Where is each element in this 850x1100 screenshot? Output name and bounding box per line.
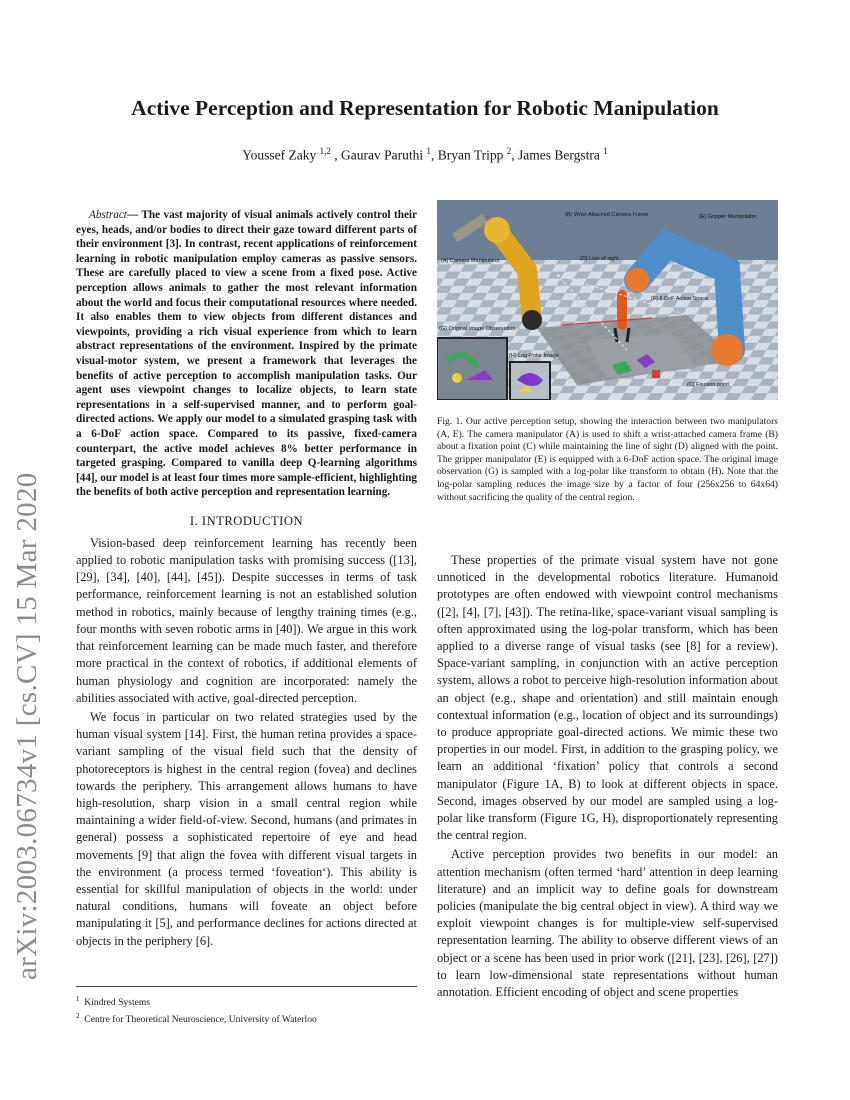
figure-label-e: (E) Gripper Manipulator: [699, 214, 757, 220]
footnotes: [76, 986, 417, 1027]
body-paragraph: We focus in particular on two related strategies used by the human visual system [14]. First, the human retina provides a space-variant sampling of the visual field such that the density of photoreceptors is highest in the central region (fovea) and declines towards the periphery. This arrangement allows humans to have high-resolution, sharp vision in a small central region while maintaining a wider field-of-view. Second, humans (and primates in general) possess a sophisticated repertoire of eye and head movements [9] that align the fovea with different visual targets in the environment (a process termed ‘foveation‘). This ability is essential for skillful manipulation of objects in the world: under natural conditions, humans will foveate an object before manipulating it [5], and performance declines for actions directed at objects in the periphery [6].: [76, 709, 417, 948]
left-column: [76, 208, 417, 952]
author-affiliation: 1,2: [319, 146, 331, 156]
author-affiliation: 2: [506, 146, 512, 156]
footnote: $^2$ Centre for Theoretical Neuroscience, University of Waterloo: [76, 1011, 317, 1025]
author-affiliation: 1: [426, 146, 431, 156]
robot-scene-illustration: [437, 200, 778, 400]
abstract-label: Abstract: [89, 209, 127, 221]
figure-1: [437, 200, 778, 400]
author-list: Youssef Zaky $^{1,2}$ , Gaurav Paruthi $^1$, Bryan Tripp $^2$, James Bergstra $^1$: [242, 146, 608, 163]
figure-label-a: (A) Camera Manipulator: [441, 258, 500, 264]
figure-label-b: (B) Wrist-Attached Camera Frame: [565, 212, 649, 218]
right-column-body: [437, 552, 778, 1003]
abstract: [76, 208, 417, 500]
figure-label-g: (G) Original Image Observation: [439, 326, 516, 332]
abstract-text: — The vast majority of visual animals actively control their eyes, heads, and/or bodies to direct their gaze toward different parts of their environment [3]. In contrast, recent applications of reinforcement learning in robotic manipulation employ cameras as passive sensors. These are carefully placed to view a scene from a fixed pose. Active perception allows animals to gather the most relevant information about the world and focus their computational resources where needed. It also enables them to view objects from different distances and viewpoints, providing a rich visual experience from which to learn abstract representations of the environment. Inspired by the primate visual-motor system, we present a framework that leverages the benefits of active perception to accomplish manipulation tasks. Our agent uses viewpoint changes to localize objects, to learn state representations in a self-supervised manner, and to perform goal-directed actions. We apply our model to a simulated grasping task with a 6-DoF action space. Compared to its passive, fixed-camera counterpart, the active model achieves 8% better performance in targeted grasping. Compared to vanilla deep Q-learning algorithms [44], our model is at least four times more sample-efficient, highlighting the benefits of both active perception and representation learning.: [76, 209, 417, 499]
body-paragraph: Vision-based deep reinforcement learning has recently been applied to robotic manipulation tasks with promising success ([13], [29], [34], [40], [44], [45]). Despite successes in terms of task performance, reinforcement learning is not an established solution method in robotics, mainly because of lengthy training times (e.g., four months with seven robotic arms in [40]). We argue in this work that reinforcement learning can be made much faster, and therefore more practical in the context of robotics, if additional elements of human physiology and cognition are incorporated: namely the abilities associated with active, goal-directed perception.: [76, 535, 417, 705]
section-heading: I. INTRODUCTION: [189, 513, 304, 528]
figure-label-d: (D) Line of sight: [580, 256, 619, 262]
footnote: $^1$ Kindred Systems: [76, 995, 151, 1009]
author-name: James Bergstra: [518, 147, 600, 163]
paper-title: Active Perception and Representation for Robotic Manipulation: [131, 96, 719, 120]
author-name: Bryan Tripp: [437, 147, 504, 163]
figure-column: [437, 200, 778, 504]
figure-label-f: (F) 6 DoF Action Space: [651, 296, 709, 302]
author-name: Youssef Zaky: [242, 147, 317, 163]
body-paragraph: These properties of the primate visual system have not gone unnoticed in the developmental robotics literature. Humanoid prototypes are often endowed with viewpoint control mechanisms ([2], [4], [7], [43]). The retina-like, space-variant visual sampling is often approximated using the log-polar transform, which has been applied to a diverse range of visual tasks (see [8] for a review). Space-variant sampling, in conjunction with an active perception system, allows a robot to perceive high-resolution information about an object (e.g., shape and orientation) and still maintain enough contextual information (e.g., location of object and its surroundings) to produce appropriate goal-directed actions. We mimic these two properties in our model. First, in addition to the grasping policy, we learn an additional ‘fixation’ policy that controls a second manipulator (Figure 1A, B) to look at different objects in space. Second, images observed by our model are sampled using a log-polar like transform (Figure 1G, H), disproportionately representing the central region.: [437, 553, 778, 843]
body-paragraph: Active perception provides two benefits in our model: an attention mechanism (often termed ‘hard’ attention in deep learning literature) and an implicit way to define goals for downstream policies (manipulate the big central object in view). A third way we exploit viewpoint changes is for multiple-view self-supervised representation learning. The ability to observe different views of an object or a scene has been used in prior work ([21], [23], [26], [27]) to learn low-dimensional state representations without human annotation. Efficient encoding of object and scene properties: [437, 847, 778, 1000]
figure-label-h: (H) Log-Polar Image: [509, 353, 559, 359]
author-name: Gaurav Paruthi: [341, 147, 424, 163]
figure-caption: Fig. 1. Our active perception setup, showing the interaction between two manipulators (A, E). The camera manipulator (A) is used to shift a wrist-attached camera frame (B) about a fixation point (C) while maintaining the line of sight (D) aligned with the point. The gripper manipulator (E) is equipped with a 6-DoF action space. The original image observation (G) is sampled with a log-polar like transform to obtain (H). Note that the log-polar sampling reduces the image size by a factor of four (256x256 to 64x64) without sacrificing the quality of the central region.: [437, 416, 778, 503]
author-affiliation: 1: [603, 146, 608, 156]
arxiv-identifier: arXiv:2003.06734v1 [cs.CV] 15 Mar 2020: [11, 472, 43, 980]
figure-label-c: (C) Fixation point: [687, 382, 729, 388]
